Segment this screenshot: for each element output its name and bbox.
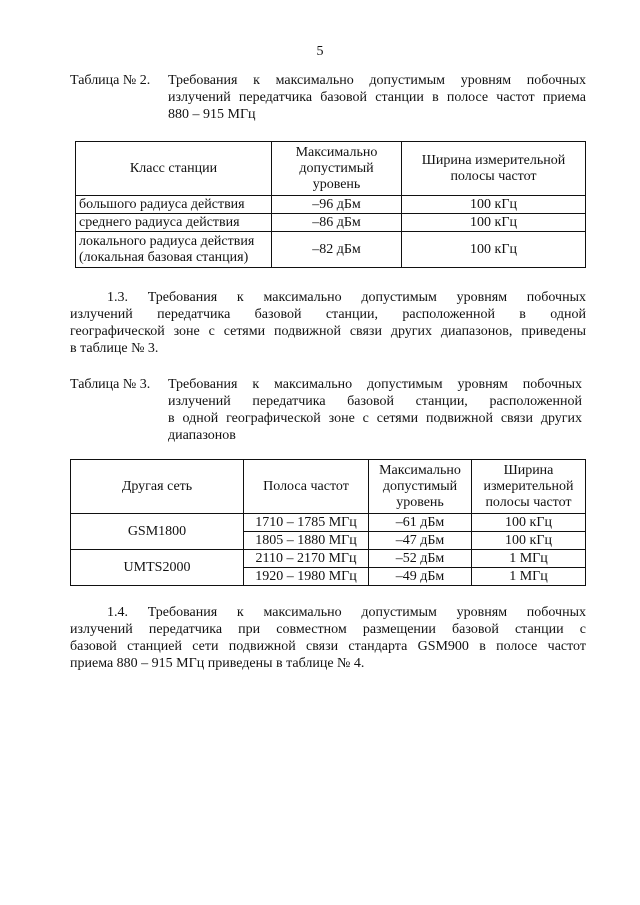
table3-cell-band: 1920 – 1980 МГц — [244, 568, 369, 586]
table2-cell-bandwidth: 100 кГц — [402, 214, 586, 232]
paragraph-line: излучений передатчика при совместном размещении базовой станции с — [70, 622, 586, 637]
paragraph-line: излучений передатчика базовой станции, расположенной в одной — [70, 307, 586, 322]
table2-cell-level: –96 дБм — [272, 196, 402, 214]
table3-cell-band: 1805 – 1880 МГц — [244, 532, 369, 550]
table3-caption-text — [168, 376, 582, 444]
table3-header-network: Другая сеть — [71, 460, 244, 514]
table2-caption-text — [168, 72, 586, 123]
table-row — [76, 232, 586, 268]
table2-cell-bandwidth: 100 кГц — [402, 232, 586, 268]
table2-cell-level: –86 дБм — [272, 214, 402, 232]
paragraph-1-3 — [70, 289, 586, 357]
table3-cell-level: –52 дБм — [369, 550, 472, 568]
paragraph-line: 1.4. Требования к максимально допустимым уровням побочных — [107, 605, 586, 620]
table2-caption-line: 880 – 915 МГц — [168, 107, 256, 122]
table2-caption-label: Таблица № 2. — [70, 73, 151, 88]
table-row — [71, 550, 586, 568]
table2-cell-level: –82 дБм — [272, 232, 402, 268]
paragraph-line: географической зоне с сетями подвижной связи других диапазонов, приведены — [70, 324, 586, 339]
paragraph-line: 1.3. Требования к максимально допустимым уровням побочных — [107, 290, 586, 305]
table3-cell-level: –61 дБм — [369, 514, 472, 532]
paragraph-line: в таблице № 3. — [70, 341, 159, 356]
table3-caption-line: в одной географической зоне с сетями подвижной связи других — [168, 411, 582, 426]
table3-cell-level: –49 дБм — [369, 568, 472, 586]
paragraph-1-4 — [70, 604, 586, 672]
page-number: 5 — [316, 44, 324, 59]
table2 — [75, 141, 586, 268]
table-header-row — [71, 460, 586, 514]
table3-cell-bandwidth: 100 кГц — [472, 532, 586, 550]
table3-cell-bandwidth: 1 МГц — [472, 568, 586, 586]
table3-cell-bandwidth: 1 МГц — [472, 550, 586, 568]
table2-caption-line: Требования к максимально допустимым уровням побочных — [168, 73, 586, 88]
table3-header-band: Полоса частот — [244, 460, 369, 514]
table3-caption-line: излучений передатчика базовой станции, расположенной — [168, 394, 582, 409]
table3-caption-line: Требования к максимально допустимым уровням побочных — [168, 377, 582, 392]
paragraph-line: базовой станцией сети подвижной связи стандарта GSM900 в полосе частот — [70, 639, 586, 654]
table-row — [71, 514, 586, 532]
table3-cell-network: GSM1800 — [71, 514, 244, 550]
table-row — [76, 214, 586, 232]
table3-caption-line: диапазонов — [168, 428, 236, 443]
table2-cell-class-line: локального радиуса действия — [79, 233, 255, 249]
table2-cell-class: большого радиуса действия — [76, 196, 272, 214]
table-header-row — [76, 142, 586, 196]
table3-header-level: Максимально допустимый уровень — [369, 460, 472, 514]
table-row — [76, 196, 586, 214]
table3-cell-network: UMTS2000 — [71, 550, 244, 586]
table3-caption-label: Таблица № 3. — [70, 377, 151, 392]
table2-caption — [70, 72, 586, 124]
table3-cell-bandwidth: 100 кГц — [472, 514, 586, 532]
table2-cell-class: среднего радиуса действия — [76, 214, 272, 232]
paragraph-line: приема 880 – 915 МГц приведены в таблице № 4. — [70, 656, 365, 671]
table2-caption-line: излучений передатчика базовой станции в полосе частот приема — [168, 90, 586, 105]
table2-cell-class — [76, 232, 272, 268]
table2-header-bandwidth: Ширина измерительной полосы частот — [402, 142, 586, 196]
table2-cell-bandwidth: 100 кГц — [402, 196, 586, 214]
table3-cell-band: 1710 – 1785 МГц — [244, 514, 369, 532]
table2-header-level: Максимально допустимый уровень — [272, 142, 402, 196]
table2-cell-class-line: (локальная базовая станция) — [79, 249, 249, 265]
table3 — [70, 459, 586, 586]
table3-header-bandwidth: Ширина измерительной полосы частот — [472, 460, 586, 514]
table2-header-class: Класс станции — [76, 142, 272, 196]
table3-cell-level: –47 дБм — [369, 532, 472, 550]
table3-cell-band: 2110 – 2170 МГц — [244, 550, 369, 568]
table3-caption — [70, 376, 582, 444]
